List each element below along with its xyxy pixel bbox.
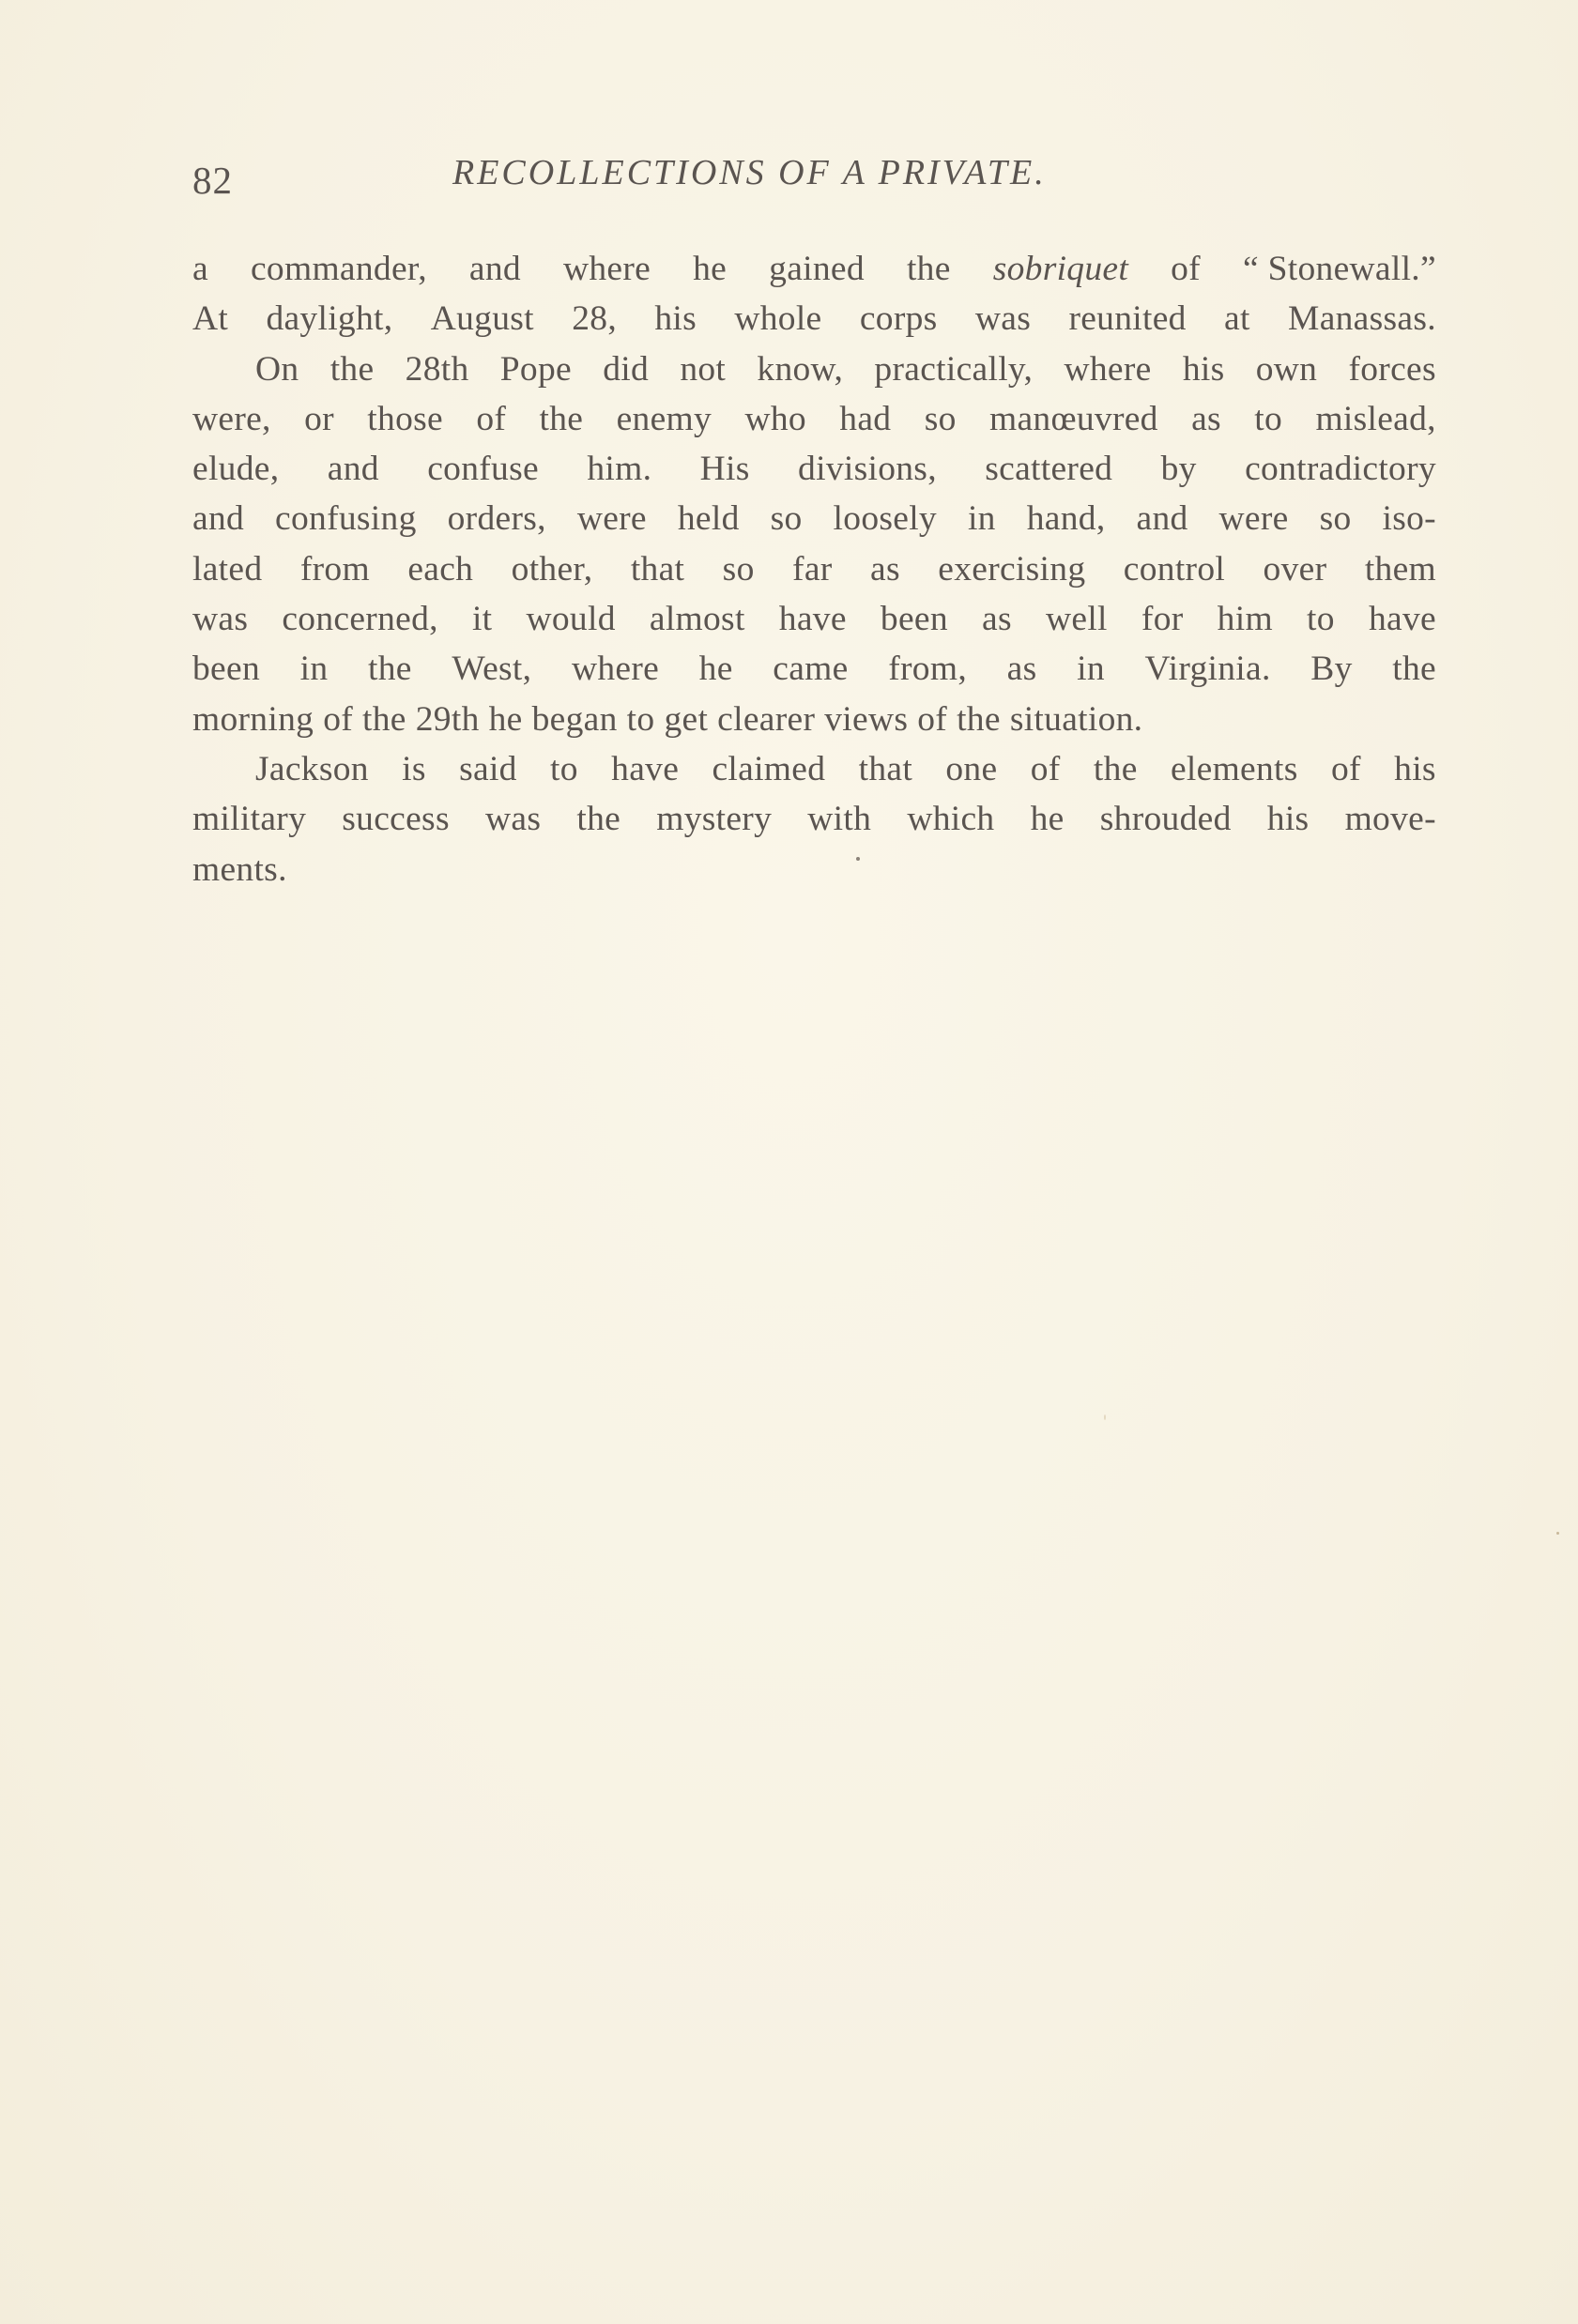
word: would — [526, 600, 616, 639]
word: have — [1368, 600, 1436, 639]
text-line — [192, 394, 1436, 444]
word: by — [1160, 450, 1197, 489]
word: been — [880, 600, 948, 639]
word: so — [770, 499, 803, 539]
word: well — [1046, 600, 1108, 639]
text-line — [192, 794, 1436, 844]
word: to — [626, 699, 655, 739]
word: to — [1254, 399, 1283, 438]
word: the — [329, 349, 375, 389]
word: control — [1123, 549, 1226, 589]
word: have — [611, 749, 680, 788]
word: one — [945, 749, 998, 788]
word: as — [870, 549, 900, 589]
word: whole — [734, 299, 822, 339]
word: gained — [769, 250, 865, 288]
word: iso- — [1382, 499, 1436, 539]
word: of — [1330, 749, 1361, 788]
word: where — [1064, 349, 1152, 389]
word: with — [807, 800, 872, 839]
word: or — [304, 399, 334, 438]
word: those — [367, 399, 443, 438]
word: for — [1141, 600, 1184, 639]
word: of — [917, 699, 948, 739]
word: each — [407, 549, 474, 589]
word: contradictory — [1245, 450, 1436, 489]
word: from, — [888, 650, 968, 689]
word: reunited — [1068, 299, 1187, 339]
text-line — [192, 644, 1436, 694]
word: enemy — [616, 399, 712, 438]
paragraph — [192, 344, 1436, 744]
word: other, — [511, 549, 593, 589]
word: mystery — [656, 800, 773, 839]
word: 28th — [405, 349, 469, 389]
word: the — [539, 399, 584, 438]
word: and — [327, 450, 379, 489]
word: clearer — [717, 699, 816, 739]
word: mislead, — [1315, 399, 1436, 438]
text-line — [192, 444, 1436, 494]
text-line — [192, 845, 1436, 894]
word: he — [1030, 800, 1065, 839]
word: as — [982, 600, 1012, 639]
word: his — [1182, 349, 1225, 389]
paper-fleck — [1104, 1414, 1106, 1420]
word: the — [362, 699, 406, 739]
word: is — [402, 749, 426, 788]
word: began — [531, 699, 618, 739]
word: corps — [859, 299, 938, 339]
word: get — [664, 699, 709, 739]
word: confusing — [275, 499, 417, 539]
word: in — [299, 650, 329, 689]
word: to — [1307, 600, 1335, 639]
word: and — [1136, 499, 1188, 539]
word: were — [576, 499, 647, 539]
word: held — [677, 499, 740, 539]
word: his — [1394, 749, 1436, 788]
body-text — [192, 244, 1436, 894]
word: orders, — [447, 499, 546, 539]
word: him. — [587, 450, 652, 489]
word: On — [255, 349, 299, 389]
word: from — [299, 549, 370, 589]
word: Pope — [499, 349, 572, 389]
ink-speck — [856, 857, 860, 861]
word: ments. — [192, 849, 287, 889]
word: did — [603, 349, 650, 389]
word: as — [1191, 399, 1221, 438]
word: said — [459, 749, 517, 788]
word: daylight, — [266, 299, 393, 339]
word: of — [323, 699, 354, 739]
word: in — [967, 499, 996, 539]
word: him — [1217, 600, 1273, 639]
text-line — [192, 344, 1436, 394]
word: concerned, — [282, 600, 438, 639]
word: the — [957, 699, 1001, 739]
word: his — [654, 299, 697, 339]
word: was — [192, 600, 249, 639]
running-head — [192, 152, 1436, 202]
word: and — [192, 499, 245, 539]
word: came — [773, 650, 849, 689]
page-number: 82 — [192, 159, 233, 202]
word: military — [192, 800, 307, 839]
word: not — [680, 349, 727, 389]
word: have — [778, 600, 847, 639]
word: divisions, — [798, 450, 937, 489]
text-line — [192, 244, 1436, 294]
text-line — [192, 744, 1436, 794]
word: of — [476, 399, 507, 438]
word: morning — [192, 699, 314, 739]
word: exercising — [938, 549, 1086, 589]
word: which — [907, 800, 995, 839]
word: so — [722, 549, 755, 589]
word: who — [744, 399, 806, 438]
word: His — [699, 450, 750, 489]
word: Jackson — [255, 749, 369, 788]
text-line — [192, 594, 1436, 644]
word: At — [192, 299, 229, 339]
word: was — [974, 299, 1032, 339]
word: “ Stonewall.” — [1242, 250, 1436, 288]
text-line — [192, 494, 1436, 543]
word: that — [630, 549, 685, 589]
word: the — [576, 800, 621, 839]
word: know, — [757, 349, 844, 389]
word: were, — [192, 399, 271, 438]
word: over — [1263, 549, 1327, 589]
word: that — [858, 749, 913, 788]
word: situation. — [1009, 699, 1143, 739]
word: them — [1364, 549, 1436, 589]
word: he — [488, 699, 523, 739]
word: to — [550, 749, 578, 788]
word: were — [1218, 499, 1289, 539]
word: in — [1077, 650, 1105, 689]
word: it — [471, 600, 493, 639]
word: at — [1224, 299, 1250, 339]
word: shrouded — [1099, 800, 1232, 839]
word: the — [1093, 749, 1138, 788]
word: scattered — [985, 450, 1113, 489]
word: he — [693, 250, 728, 288]
word: of — [1030, 749, 1061, 788]
word: views — [824, 699, 909, 739]
word: his — [1266, 800, 1310, 839]
text-line — [192, 695, 1436, 744]
word: and — [468, 250, 521, 288]
word: was — [485, 800, 542, 839]
word: By — [1310, 650, 1353, 689]
word: Manassas. — [1288, 299, 1436, 339]
running-title: RECOLLECTIONS OF A PRIVATE. — [452, 153, 1047, 192]
word: as — [1006, 650, 1037, 689]
word: confuse — [427, 450, 539, 489]
word: 28, — [572, 299, 618, 339]
word: the — [368, 650, 412, 689]
word: hand, — [1026, 499, 1106, 539]
word: had — [839, 399, 892, 438]
word: elude, — [192, 450, 280, 489]
word: claimed — [712, 749, 826, 788]
word: move- — [1344, 800, 1436, 839]
word: he — [698, 650, 733, 689]
word: practically, — [874, 349, 1034, 389]
paper-fleck — [1556, 1532, 1559, 1535]
word: elements — [1170, 749, 1298, 788]
word: West, — [452, 650, 532, 689]
word: far — [792, 549, 833, 589]
paragraph — [192, 744, 1436, 894]
word: 29th — [415, 699, 480, 739]
word: Virginia. — [1144, 650, 1271, 689]
word: so — [924, 399, 957, 438]
word: where — [562, 250, 651, 288]
word: the — [906, 250, 951, 288]
text-line — [192, 294, 1436, 344]
word: August — [430, 299, 534, 339]
word: a — [192, 250, 208, 288]
word: where — [571, 650, 660, 689]
word: almost — [649, 600, 745, 639]
word: own — [1255, 349, 1318, 389]
word: so — [1319, 499, 1352, 539]
word: forces — [1348, 349, 1436, 389]
word: loosely — [833, 499, 937, 539]
word: manœuvred — [989, 399, 1158, 438]
text-line — [192, 544, 1436, 594]
word: success — [342, 800, 450, 839]
word: lated — [192, 549, 263, 589]
word: been — [192, 650, 260, 689]
word: commander, — [250, 250, 427, 288]
paragraph — [192, 244, 1436, 344]
word: the — [1392, 650, 1436, 689]
word: of — [1171, 250, 1201, 288]
word: sobriquet — [992, 250, 1129, 288]
